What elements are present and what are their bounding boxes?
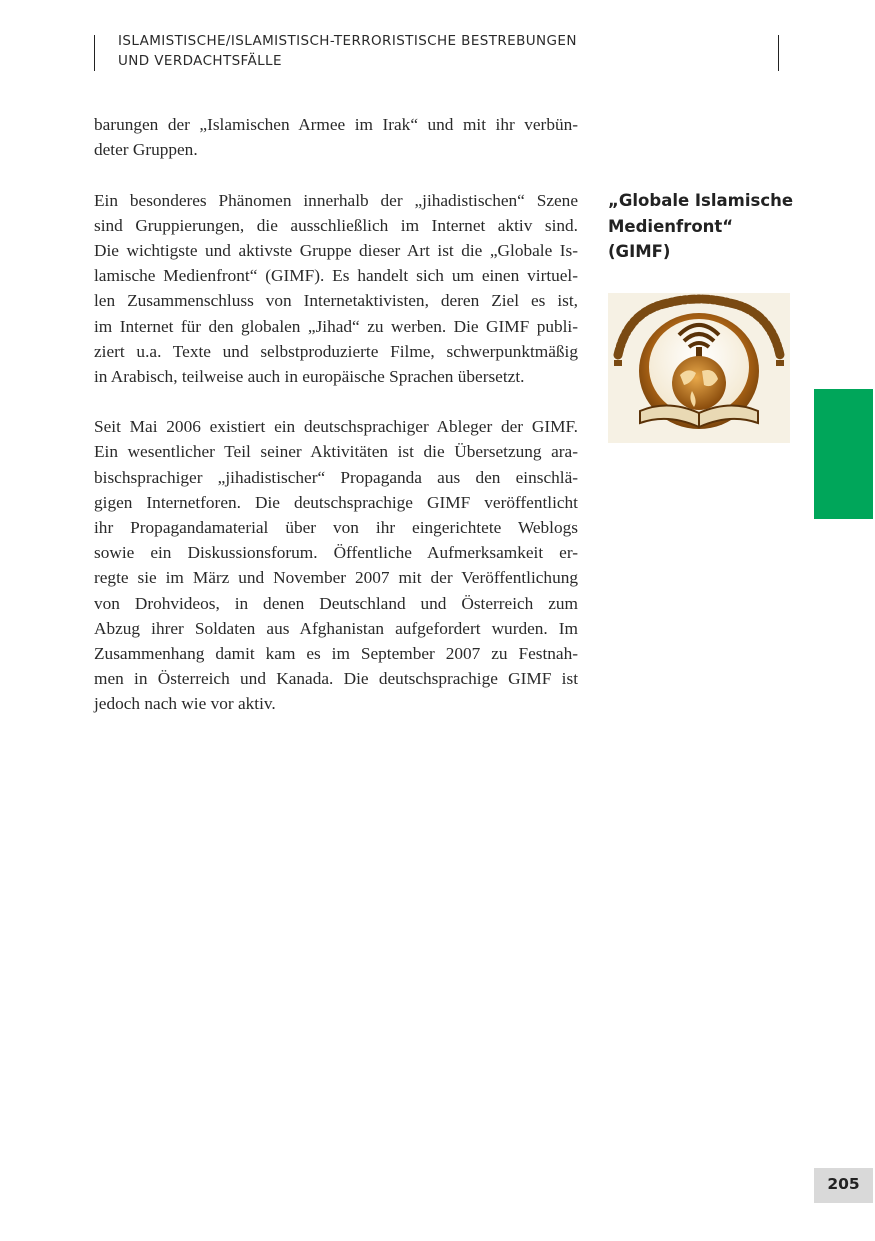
text-line: Abzug ihrer Soldaten aus Afghanistan aufgefordert wurden. Im (94, 618, 578, 638)
header-rule-left (94, 35, 95, 71)
marginal-heading-line-2: Medienfront“ (608, 216, 734, 236)
text-line: sind Gruppierungen, die ausschließlich im Internet aktiv sind. (94, 215, 578, 235)
paragraph-1 (94, 112, 578, 162)
text-line: jedoch nach wie vor aktiv. (94, 694, 276, 714)
header-rule-right (778, 35, 779, 71)
text-line: ihr Propagandamaterial über von ihr eingerichtete Weblogs (94, 518, 578, 537)
text-line: deter Gruppen. (94, 140, 198, 160)
paragraph-3 (94, 414, 578, 716)
text-line: regte sie im März und November 2007 mit der Veröffentlichung (94, 568, 578, 588)
running-head-line-2: UND VERDACHTSFÄLLE (118, 53, 282, 69)
marginal-heading (608, 188, 798, 265)
text-line: sowie ein Diskussionsforum. Öffentliche Aufmerksamkeit er- (94, 543, 578, 563)
marginal-heading-line-1: „Globale Islamische (608, 191, 794, 210)
text-line: Ein wesentlicher Teil seiner Aktivitäten ist die Übersetzung ara- (94, 442, 578, 462)
text-line: von Drohvideos, in denen Deutschland und Österreich zum (94, 593, 578, 613)
text-line: barungen der „Islamischen Armee im Irak“ und mit ihr verbün- (94, 115, 578, 134)
marginal-heading-line-3: (GIMF) (608, 242, 671, 261)
text-line: Seit Mai 2006 existiert ein deutschsprachiger Ableger der GIMF. (94, 417, 578, 437)
text-line: in Arabisch, teilweise auch in europäische Sprachen übersetzt. (94, 366, 525, 386)
gimf-logo-graphic (608, 293, 790, 443)
text-line: Die wichtigste und aktivste Gruppe dieser Art ist die „Globale Is- (94, 240, 578, 260)
section-marker-tab (814, 389, 873, 519)
page-number: 205 (827, 1175, 860, 1193)
text-line: im Internet für den globalen „Jihad“ zu werben. Die GIMF publi- (94, 316, 578, 336)
gimf-logo (608, 293, 790, 443)
paragraph-2 (94, 188, 578, 390)
text-line: len Zusammenschluss von Internetaktivisten, deren Ziel es ist, (94, 291, 578, 311)
running-head (118, 31, 758, 71)
text-line: gigen Internetforen. Die deutschsprachige GIMF veröffentlicht (94, 492, 578, 512)
text-line: ziert u.a. Texte und selbstproduzierte Filme, schwerpunktmäßig (94, 341, 578, 361)
text-line: bischsprachiger „jihadistischer“ Propaganda aus den einschlä- (94, 467, 578, 487)
text-line: Ein besonderes Phänomen innerhalb der „jihadistischen“ Szene (94, 190, 578, 210)
running-head-line-1: ISLAMISTISCHE/ISLAMISTISCH-TERRORISTISCHE BESTREBUNGEN (118, 33, 577, 49)
text-line: lamische Medienfront“ (GIMF). Es handelt sich um einen virtuel- (94, 266, 578, 286)
text-line: Zusammenhang damit kam es im September 2007 zu Festnah- (94, 643, 578, 663)
body-text (94, 112, 578, 742)
text-line: men in Österreich und Kanada. Die deutschsprachige GIMF ist (94, 669, 578, 689)
